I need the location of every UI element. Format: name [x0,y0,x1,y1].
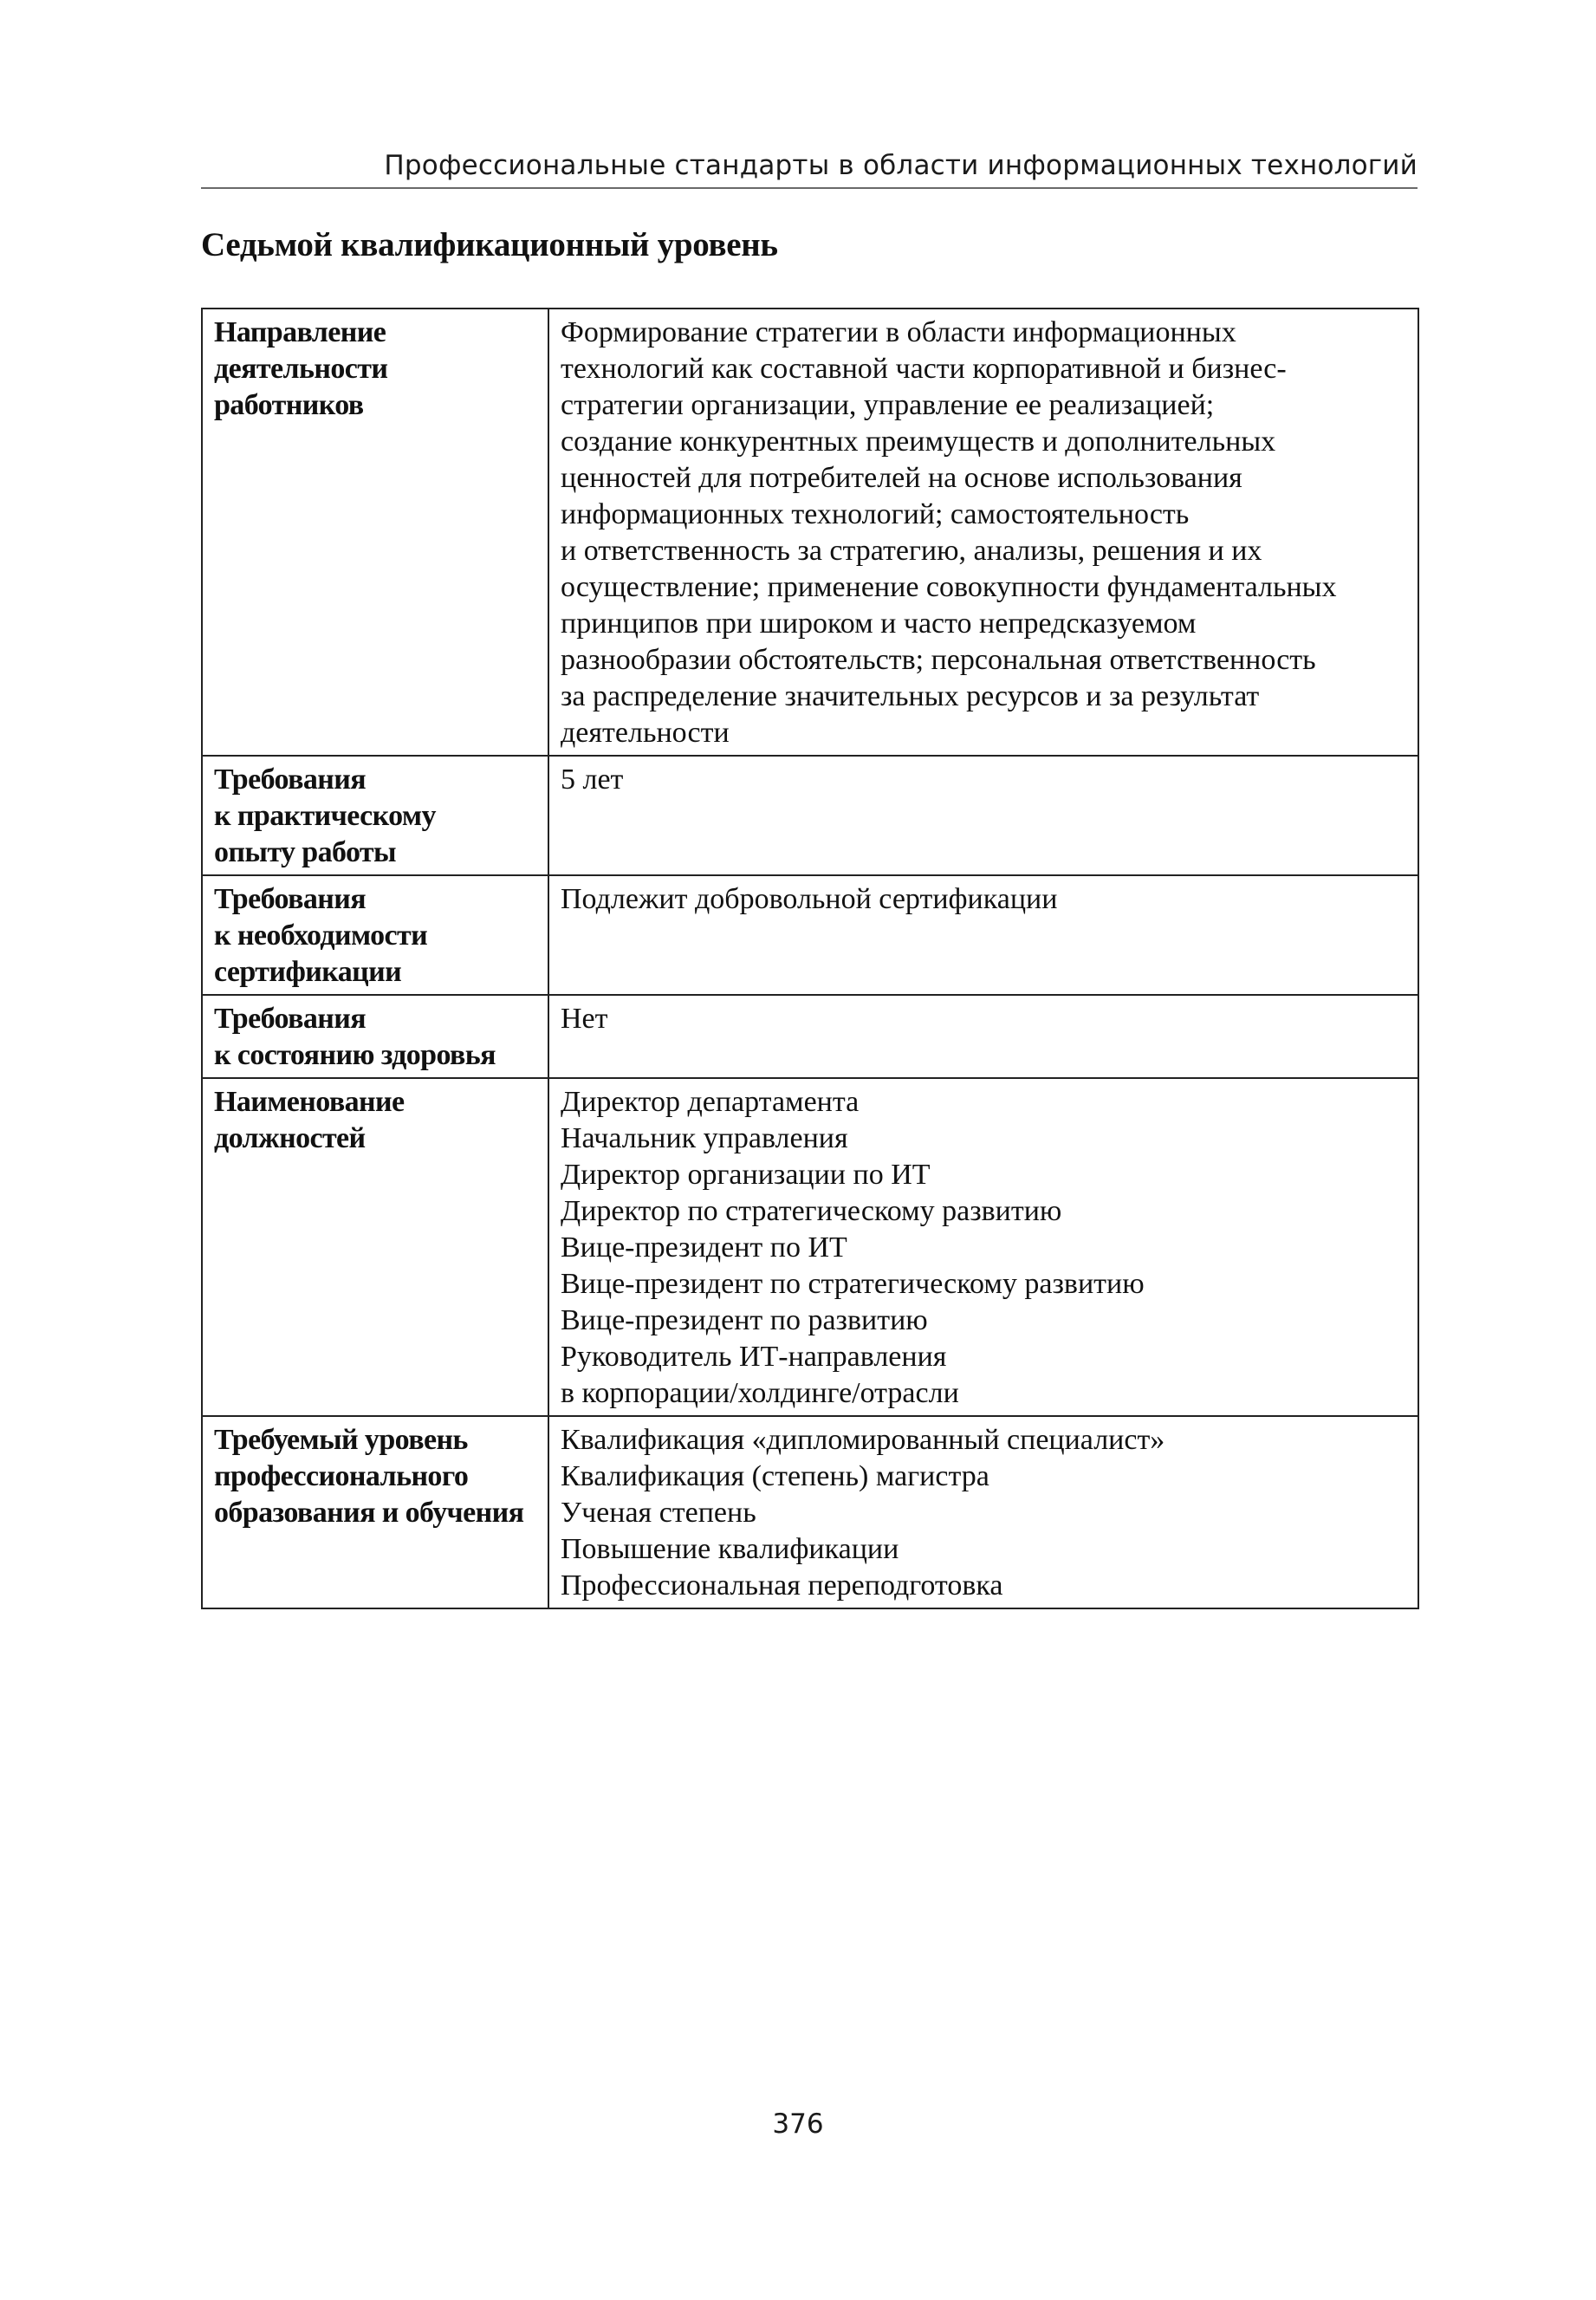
value-line: в корпорации/холдинге/отрасли [561,1377,959,1409]
page-number: 376 [772,2108,824,2140]
row-label [202,1078,548,1416]
value-line: Вице-президент по ИТ [561,1231,847,1264]
label-line: профессионального [214,1460,469,1492]
row-label [202,309,548,756]
label-line: деятельности [214,353,388,385]
label-line: опыту работы [214,836,396,868]
value-line: Директор по стратегическому развитию [561,1195,1062,1227]
row-label [202,875,548,995]
label-line: к практическому [214,800,436,832]
value-line: технологий как составной части корпоративной и бизнес- [561,353,1287,385]
table-row-activity-direction [202,309,1418,756]
value-line: Вице-президент по стратегическому развитию [561,1268,1145,1300]
label-line: должностей [214,1122,366,1154]
value-line: Директор организации по ИТ [561,1159,931,1191]
value-line: Подлежит добровольной сертификации [561,883,1058,915]
row-label [202,1416,548,1608]
value-line: ценностей для потребителей на основе использования [561,462,1242,494]
value-line: Директор департамента [561,1086,860,1118]
row-value [548,1078,1418,1416]
value-line: за распределение значительных ресурсов и за результат [561,680,1260,712]
table-row-certification [202,875,1418,995]
label-line: Требуемый уровень [214,1424,468,1456]
value-line: деятельности [561,717,730,749]
row-label [202,756,548,875]
label-line: работников [214,389,364,421]
value-line: Ученая степень [561,1497,756,1529]
label-line: к состоянию здоровья [214,1039,496,1071]
value-line: Повышение квалификации [561,1533,899,1565]
label-line: Требования [214,763,367,796]
value-line: Квалификация (степень) магистра [561,1460,989,1492]
value-line: Вице-президент по развитию [561,1304,928,1336]
table-row-health [202,995,1418,1078]
value-line: и ответственность за стратегию, анализы, решения и их [561,535,1262,567]
running-header: Профессиональные стандарты в области информационных технологий [384,150,1418,181]
label-line: сертификации [214,956,402,988]
value-line: осуществление; применение совокупности фундаментальных [561,571,1337,603]
value-line: принципов при широком и часто непредсказуемом [561,607,1197,640]
value-line: создание конкурентных преимуществ и дополнительных [561,426,1276,458]
label-line: к необходимости [214,919,428,952]
label-line: Требования [214,1003,367,1035]
label-line: образования и обучения [214,1497,524,1529]
row-value [548,756,1418,875]
value-line: Руководитель ИТ-направления [561,1341,947,1373]
row-value [548,995,1418,1078]
table-row-positions [202,1078,1418,1416]
value-line: 5 лет [561,763,624,796]
value-line: разнообразии обстоятельств; персональная ответственность [561,644,1316,676]
row-label [202,995,548,1078]
qualification-table [201,308,1419,1609]
table-row-education [202,1416,1418,1608]
value-line: стратегии организации, управление ее реализацией; [561,389,1215,421]
row-value [548,1416,1418,1608]
label-line: Наименование [214,1086,405,1118]
value-line: Квалификация «дипломированный специалист» [561,1424,1165,1456]
header-rule [201,187,1418,189]
label-line: Требования [214,883,367,915]
value-line: информационных технологий; самостоятельность [561,498,1190,530]
table-row-experience [202,756,1418,875]
row-value [548,875,1418,995]
value-line: Начальник управления [561,1122,848,1154]
value-line: Профессиональная переподготовка [561,1569,1003,1602]
label-line: Направление [214,316,386,348]
value-line: Формирование стратегии в области информационных [561,316,1236,348]
row-value [548,309,1418,756]
section-title: Седьмой квалификационный уровень [201,226,778,263]
value-line: Нет [561,1003,608,1035]
